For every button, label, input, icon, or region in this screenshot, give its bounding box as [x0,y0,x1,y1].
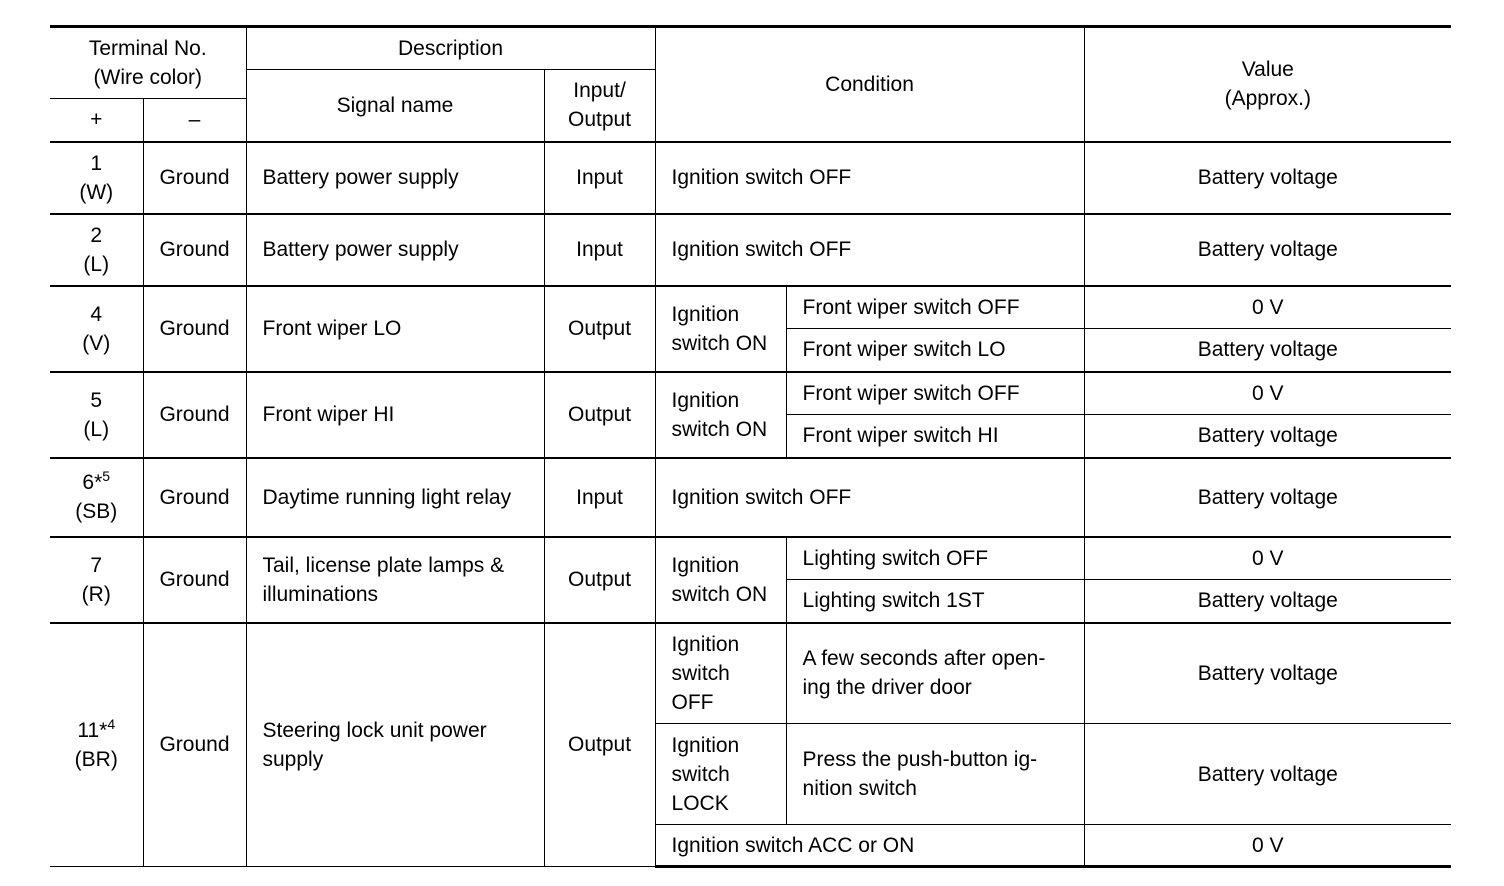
value-cell: Battery voltage [1084,142,1451,214]
io-label-1: Input/ [573,79,626,103]
value-cell: Battery voltage [1084,214,1451,286]
io-label-2: Output [567,108,632,132]
condition-group-cell [655,537,786,623]
wire-color-label: (Wire color) [93,66,202,89]
ground-cell: Ground [143,458,246,537]
value-cell: Battery voltage [1084,724,1451,825]
sub-condition-cell [786,623,1084,724]
condition-group-line: Ignition [671,388,740,412]
ground-cell: Ground [143,623,246,867]
table-row [50,286,1451,329]
wire-color: (SB) [75,500,118,523]
terminal-cell [50,458,143,537]
condition-group-cell [655,724,786,825]
terminal-number: 4 [90,302,103,326]
io-header [544,70,655,142]
value-cell: Battery voltage [1084,458,1451,537]
condition-cell: Ignition switch OFF [655,214,1084,286]
condition-group-line: OFF [671,690,714,714]
io-cell: Input [544,142,655,214]
condition-group-line: switch [671,661,730,685]
terminal-number [58,716,135,745]
value-cell: 0 V [1084,372,1451,415]
signal-cell: Front wiper LO [246,286,544,372]
terminal-number [58,468,135,497]
table-row [50,623,1451,724]
condition-group-cell [655,372,786,458]
condition-group-line: Ignition [671,733,740,757]
ground-cell: Ground [143,214,246,286]
footnote-mark: 4 [107,715,116,732]
signal-cell: Battery power supply [246,214,544,286]
condition-group-line: Ignition [671,553,740,577]
terminal-no-header [50,27,246,99]
ground-cell: Ground [143,142,246,214]
wire-color: (R) [81,582,111,606]
table-row [50,214,1451,286]
value-cell: Battery voltage [1084,329,1451,372]
ground-cell: Ground [143,286,246,372]
terminal-no-label: Terminal No. [88,37,207,60]
condition-group-line: Ignition [671,632,740,656]
value-cell: Battery voltage [1084,580,1451,623]
signal-name-header: Signal name [246,70,544,142]
wire-color: (BR) [74,747,118,771]
condition-group-line: LOCK [671,791,729,815]
value-cell: 0 V [1084,286,1451,329]
io-cell: Output [544,372,655,458]
value-cell: 0 V [1084,537,1451,580]
sub-condition-line: A few seconds after open- [802,647,1046,671]
table-row [50,142,1451,214]
ground-cell: Ground [143,372,246,458]
footnote-mark: 5 [102,468,111,484]
wire-color: (W) [79,180,114,204]
terminal-number-text: 6* [82,471,103,494]
ground-cell: Ground [143,537,246,623]
terminal-cell [50,214,143,286]
condition-group-cell [655,286,786,372]
io-cell: Input [544,458,655,537]
sub-condition-line: nition switch [802,777,917,800]
condition-group-line: switch ON [671,417,768,441]
condition-group-line: switch [671,762,730,786]
io-cell: Output [544,623,655,867]
terminal-number: 1 [90,151,103,175]
table-row [50,458,1451,537]
signal-cell [246,537,544,623]
signal-cell: Front wiper HI [246,372,544,458]
sub-condition-cell: Lighting switch OFF [786,537,1084,580]
value-cell: Battery voltage [1084,623,1451,724]
condition-group-line: Ignition [671,302,740,326]
plus-header: + [50,99,143,142]
description-header: Description [246,27,655,70]
io-cell: Output [544,537,655,623]
sub-condition-cell [786,724,1084,825]
condition-group-cell [655,623,786,724]
signal-cell: Battery power supply [246,142,544,214]
value-header [1084,27,1451,142]
header-row-1 [50,27,1451,70]
sub-condition-cell: Front wiper switch OFF [786,372,1084,415]
signal-line: supply [262,747,324,771]
sub-condition-cell: Lighting switch 1ST [786,580,1084,623]
terminal-cell [50,142,143,214]
approx-label: (Approx.) [1224,87,1311,111]
wire-color: (L) [83,417,110,441]
value-label: Value [1241,58,1294,82]
signal-line: illuminations [262,582,379,606]
io-cell: Output [544,286,655,372]
condition-cell: Ignition switch ACC or ON [655,825,1084,867]
condition-group-line: switch ON [671,331,768,355]
condition-cell: Ignition switch OFF [655,142,1084,214]
value-cell: Battery voltage [1084,415,1451,458]
terminal-cell [50,372,143,458]
condition-group-line: switch ON [671,582,768,606]
table-row [50,537,1451,580]
terminal-cell [50,286,143,372]
minus-header: – [143,99,246,142]
io-cell: Input [544,214,655,286]
table-row [50,372,1451,415]
sub-condition-cell: Front wiper switch OFF [786,286,1084,329]
sub-condition-line: Press the push-button ig- [802,748,1038,771]
terminal-number: 5 [90,388,103,412]
terminal-cell [50,623,143,867]
terminal-cell [50,537,143,623]
signal-cell [246,623,544,867]
signal-line: Steering lock unit power [262,718,487,742]
sub-condition-cell: Front wiper switch HI [786,415,1084,458]
condition-cell: Ignition switch OFF [655,458,1084,537]
terminal-spec-table [50,25,1451,868]
wire-color: (L) [83,252,110,276]
sub-condition-line: ing the driver door [802,676,972,700]
terminal-number: 7 [90,553,103,577]
terminal-number-text: 11* [77,718,108,742]
terminal-number: 2 [90,223,103,247]
condition-header: Condition [655,27,1084,142]
sub-condition-cell: Front wiper switch LO [786,329,1084,372]
signal-cell: Daytime running light relay [246,458,544,537]
wire-color: (V) [82,331,111,355]
signal-line: Tail, license plate lamps & [262,553,505,577]
value-cell: 0 V [1084,825,1451,867]
